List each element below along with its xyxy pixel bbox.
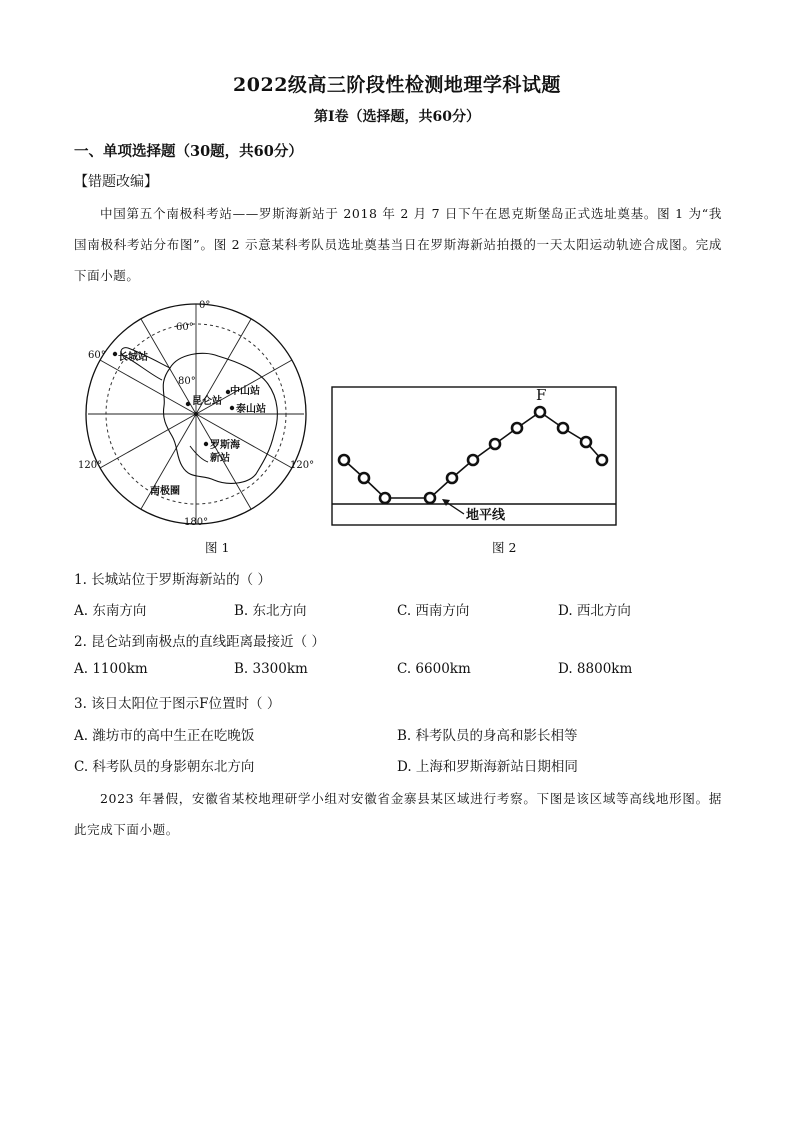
ross-label-line1: 罗斯海: [210, 440, 240, 451]
q3-option-d[interactable]: D. 上海和罗斯海新站日期相同: [397, 759, 578, 775]
sun-path: [339, 407, 607, 503]
taishan-label: 泰山站: [236, 404, 266, 415]
section-heading: 一、单项选择题（30题，共60分）: [74, 143, 303, 160]
question-3-stem: 3. 该日太阳位于图示F位置时（ ）: [74, 696, 281, 712]
q2-option-a[interactable]: A. 1100km: [74, 661, 148, 677]
sun-position-8: [512, 423, 522, 433]
changcheng-label: 长城站: [118, 352, 148, 363]
sun-f-label: F: [536, 386, 547, 404]
sun-position-3: [380, 493, 390, 503]
lat-80-label: 80°: [178, 376, 196, 387]
q2-option-d[interactable]: D. 8800km: [558, 661, 633, 677]
changcheng-dot: [113, 352, 117, 356]
exam-subtitle: 第Ⅰ卷（选择题，共60分）: [313, 109, 481, 125]
sun-position-10: [558, 423, 568, 433]
intro-paragraph-1: 中国第五个南极科考站——罗斯海新站于 2018 年 2 月 7 日下午在恩克斯堡岛正式选址奠基。图 1 为“我国南极科考站分布图”。图 2 示意某科考队员选址奠基当日在罗斯海新站拍摄的一天太阳运动轨迹合成图。完成下面小题。: [74, 206, 722, 283]
ross-station-dot: [204, 442, 208, 446]
q1-option-c[interactable]: C. 西南方向: [397, 603, 470, 619]
sun-position-7: [490, 439, 500, 449]
south-pole-dot: [194, 412, 198, 416]
ross-label-line2: 新站: [210, 453, 230, 464]
lon-60-label: 60°: [88, 350, 106, 361]
sun-position-5: [447, 473, 457, 483]
zhongshan-label: 中山站: [230, 386, 260, 397]
sun-position-2: [359, 473, 369, 483]
question-2-stem: 2. 昆仑站到南极点的直线距离最接近（ ）: [74, 634, 325, 650]
q1-option-a[interactable]: A. 东南方向: [74, 603, 147, 619]
lon-120-right-label: 120°: [290, 460, 314, 471]
taishan-dot: [230, 406, 234, 410]
figure-1-antarctic-map: [78, 296, 314, 532]
exam-title: 2022级高三阶段性检测地理学科试题: [233, 74, 561, 96]
lat-60-label: 60°: [176, 322, 194, 333]
sun-position-11: [581, 437, 591, 447]
lon-180-label: 180°: [184, 517, 209, 528]
figure-1-caption: 图 1: [205, 540, 230, 555]
kunlun-dot: [186, 402, 190, 406]
sun-position-6: [468, 455, 478, 465]
q2-option-c[interactable]: C. 6600km: [397, 661, 471, 677]
figure-2-sun-trajectory: [330, 380, 620, 530]
sun-position-1: [339, 455, 349, 465]
question-1-stem: 1. 长城站位于罗斯海新站的（ ）: [74, 572, 271, 588]
sun-position-4: [425, 493, 435, 503]
kunlun-label: 昆仑站: [192, 396, 222, 407]
ross-sea-coast: [190, 446, 208, 462]
sun-position-9: [535, 407, 545, 417]
figure-2-caption: 图 2: [492, 540, 517, 555]
q3-option-c[interactable]: C. 科考队员的身影朝东北方向: [74, 759, 255, 775]
horizon-arrowhead: [442, 499, 450, 506]
horizon-label: 地平线: [466, 508, 506, 523]
q2-option-b[interactable]: B. 3300km: [234, 661, 308, 677]
polar-circle-label: 南极圈: [150, 486, 180, 497]
q3-option-b[interactable]: B. 科考队员的身高和影长相等: [397, 728, 578, 744]
sun-position-12: [597, 455, 607, 465]
lon-120-left-label: 120°: [78, 460, 103, 471]
intro-paragraph-2: 2023 年暑假，安徽省某校地理研学小组对安徽省金寨县某区域进行考察。下图是该区域等高线地形图。据此完成下面小题。: [74, 791, 722, 837]
q3-option-a[interactable]: A. 潍坊市的高中生正在吃晚饭: [74, 728, 255, 744]
lon-0-label: 0°: [199, 300, 211, 311]
error-tag: 【错题改编】: [74, 174, 158, 190]
q1-option-d[interactable]: D. 西北方向: [558, 603, 631, 619]
q1-option-b[interactable]: B. 东北方向: [234, 603, 307, 619]
